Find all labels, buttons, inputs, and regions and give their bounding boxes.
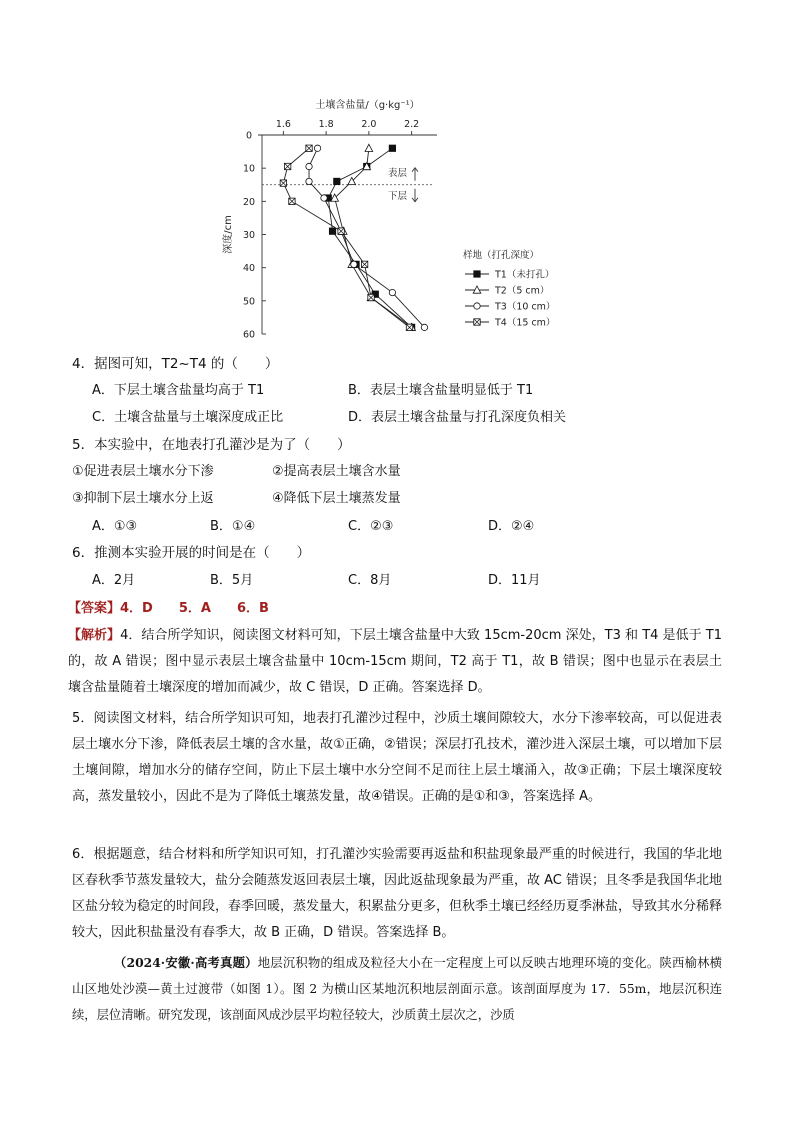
y-axis-label: 深度/cm — [223, 215, 234, 254]
next-question-text: 地层沉积物的组成及粒径大小在一定程度上可以反映古地理环境的变化。陕西榆林横山区地处沙漠—黄土过渡带（如图 1）。图 2 为横山区某地沉积地层剖面示意。该剖面厚度为 17．55m，地层沉积连续，层位清晰。研究发现，该剖面风成沙层平均粒径较大，沙质黄土层次之，沙质 — [72, 956, 722, 1022]
question-4-option-b[interactable]: B．表层土壤含盐量明显低于 T1 — [348, 383, 534, 398]
question-5-option-c[interactable]: C．②③ — [348, 519, 394, 534]
series-t3-point — [389, 289, 395, 295]
y-tick-label: 0 — [245, 130, 253, 142]
analysis-q5: 5．阅读图文材料，结合所学知识可知，地表打孔灌沙过程中，沙质土壤间隙较大，水分下渗率较高，可以促进表层土壤水分下渗，降低表层土壤的含水量，故①正确，②错误；深层打孔技术，灌沙进入深层土壤，可以增加下层土壤间隙，增加水分的储存空间，防止下层土壤中水分空间不足而往上层土壤涌入，故③正确；下层土壤深度较高，蒸发量较小，因此不是为了降低土壤蒸发量，故④错误。正确的是①和③，答案选择 A。 — [72, 711, 722, 804]
x-tick-label: 2.0 — [361, 119, 377, 130]
question-6-option-b[interactable]: B．5月 — [210, 573, 254, 588]
x-tick-label: 2.2 — [404, 119, 420, 130]
answer-label: 【答案】 — [68, 601, 121, 616]
question-4-option-c[interactable]: C．土壤含盐量与土壤深度成正比 — [92, 410, 284, 425]
y-tick-label: 40 — [242, 263, 256, 275]
legend-marker — [474, 271, 480, 277]
salt-content-chart — [215, 92, 605, 350]
analysis-q4 — [68, 623, 722, 701]
analysis-q4-text: 4．结合所学知识，阅读图文材料可知，下层土壤含盐量中大致 15cm-20cm 深处，T3 和 T4 是低于 T1 的，故 A 错误；图中显示表层土壤含盐量中 10cm-15cm 期间，T2 高于 T1，故 B 错误；图中也显示在表层土壤含盐量随着土壤深度的增加而减少，故 C 错误，D 正确。答案选择 D。 — [68, 628, 722, 695]
series-t1-point — [329, 228, 335, 234]
series-t2-point — [365, 144, 373, 151]
question-4-option-a[interactable]: A．下层土壤含盐量均高于 T1 — [92, 383, 265, 398]
series-t3 — [306, 145, 428, 330]
legend-label: T3（10 cm） — [495, 301, 556, 313]
question-6-option-a[interactable]: A．2月 — [92, 573, 136, 588]
question-5-option-a[interactable]: A．①③ — [92, 519, 138, 534]
question-4-stem: 4．据图可知，T2~T4 的（ ） — [72, 356, 279, 372]
series-t3-line — [309, 148, 424, 327]
lower-layer-label: 下层 — [387, 190, 407, 202]
question-5-statement-3: ③抑制下层土壤水分上返 — [72, 491, 214, 506]
x-tick-label: 1.8 — [318, 119, 334, 130]
x-tick-label: 1.6 — [275, 119, 291, 130]
series-t3-point — [321, 195, 327, 201]
series-t3-point — [421, 324, 427, 330]
question-6-stem: 6．推测本实验开展的时间是在（ ） — [72, 545, 311, 561]
y-tick-label: 20 — [242, 196, 256, 208]
series-t3-point — [351, 261, 357, 267]
question-4-option-d[interactable]: D．表层土壤含盐量与打孔深度负相关 — [348, 410, 567, 425]
y-tick-label: 60 — [242, 329, 256, 341]
series-t3-point — [306, 178, 312, 184]
series-t3-point — [306, 163, 312, 169]
next-question-source: （2024·安徽·高考真题） — [114, 955, 258, 970]
next-question-intro — [72, 950, 722, 1028]
question-5-statement-2: ②提高表层土壤含水量 — [272, 464, 401, 479]
legend-label: T2（5 cm） — [495, 285, 550, 297]
answer-line — [68, 600, 269, 618]
y-tick-label: 50 — [242, 296, 256, 308]
question-5-stem: 5．本实验中，在地表打孔灌沙是为了（ ） — [72, 437, 351, 453]
question-6-option-c[interactable]: C．8月 — [348, 573, 392, 588]
analysis-label: 【解析】 — [68, 628, 121, 643]
question-6-option-d[interactable]: D．11月 — [488, 573, 541, 588]
legend-label: T1（未打孔） — [495, 269, 555, 281]
analysis-q6: 6．根据题意，结合材料和所学知识可知，打孔灌沙实验需要再返盐和积盐现象最严重的时候进行，我国的华北地区春秋季节蒸发量较大，盐分会随蒸发返回表层土壤，因此返盐现象最为严重，故 AC 错误；且冬季是我国华北地区盐分较为稳定的时间段，春季回暖，蒸发量大，积累盐分更多，但秋季土壤已经经历夏季淋盐，导致其水分稀释较大，因此积盐量没有春季大，故 B 正确，D 错误。答案选择 B。 — [72, 847, 723, 940]
upper-layer-label: 表层 — [387, 167, 407, 179]
y-tick-label: 30 — [242, 230, 256, 241]
legend-marker — [474, 303, 480, 309]
y-tick-label: 10 — [242, 163, 256, 175]
answer-text: 4．D 5．A 6．B — [120, 601, 269, 616]
series-t1-point — [389, 145, 395, 151]
series-t3-point — [314, 145, 320, 151]
legend-label: T4（15 cm） — [495, 317, 556, 329]
question-5-option-b[interactable]: B．①④ — [210, 519, 256, 534]
question-5-statement-4: ④降低下层土壤蒸发量 — [272, 491, 401, 506]
question-5-statement-1: ①促进表层土壤水分下渗 — [72, 464, 214, 479]
legend-title: 样地（打孔深度） — [463, 250, 540, 261]
x-axis-label: 土壤含盐量/（g·kg⁻¹） — [315, 100, 420, 111]
question-5-option-d[interactable]: D．②④ — [488, 519, 535, 534]
series-t1-point — [334, 178, 340, 184]
